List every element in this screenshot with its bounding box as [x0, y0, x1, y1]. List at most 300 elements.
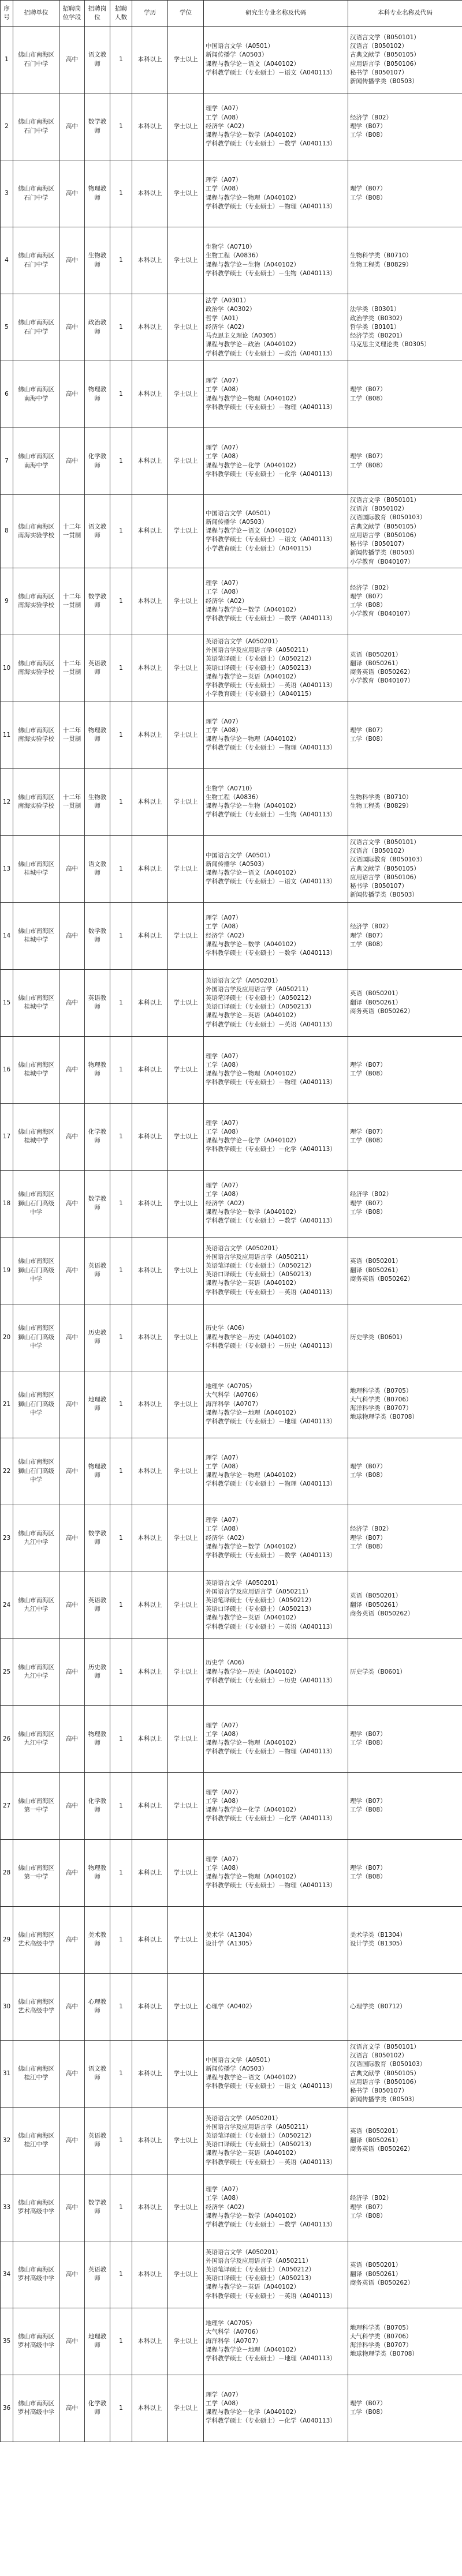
recruiting-unit: 佛山市南海区狮山石门高级中学	[13, 1237, 59, 1304]
degree-requirement: 学士以上	[168, 1973, 204, 2040]
degree-requirement: 学士以上	[168, 495, 204, 568]
major-entry: 英语（B050201）	[350, 1592, 402, 1600]
major-entry: 工学（A08）	[206, 114, 242, 121]
major-entry: 理学（B07）	[350, 1199, 386, 1207]
job-post: 语文教师	[85, 2040, 110, 2107]
major-entry: 翻译（B050261）	[350, 2136, 402, 2144]
major-entry: 生物工程（A0836）	[206, 794, 262, 801]
major-entry: 工学（B08）	[350, 1208, 386, 1216]
header-graduate-majors: 研究生专业名称及代码	[204, 1, 348, 27]
school-stage: 高中	[59, 1505, 85, 1572]
education-requirement: 本科以上	[132, 969, 168, 1036]
row-number: 10	[1, 635, 13, 702]
graduate-majors	[204, 1705, 348, 1772]
undergrad-majors	[348, 702, 462, 768]
recruit-count: 1	[110, 969, 132, 1036]
major-entry: 汉语国际教育（B050103）	[350, 514, 426, 522]
school-stage: 十二年一贯制	[59, 568, 85, 635]
job-post: 化学教师	[85, 1772, 110, 1839]
header-stage: 招聘岗位学段	[59, 1, 85, 27]
major-entry: 理学（A07）	[206, 1788, 242, 1796]
recruiting-unit: 佛山市南海区罗村高级中学	[13, 2174, 59, 2241]
major-entry: 海洋科学类（B0707）	[350, 1405, 412, 1412]
major-entry: 理学（B07）	[350, 185, 386, 193]
graduate-majors	[204, 294, 348, 361]
major-entry: 课程与教学论－物理（A040102）	[206, 1739, 300, 1747]
degree-requirement: 学士以上	[168, 2308, 204, 2375]
row-number: 5	[1, 294, 13, 361]
major-entry: 理学（A07）	[206, 1182, 242, 1190]
recruiting-unit: 佛山市南海区南海中学	[13, 428, 59, 495]
undergrad-majors	[348, 1772, 462, 1839]
major-entry: 学科教学硕士（专业硕士）－英语（A040113）	[206, 2292, 336, 2300]
major-entry: 工学（A08）	[206, 923, 242, 931]
recruit-count: 1	[110, 2308, 132, 2375]
major-entry: 理学（A07）	[206, 105, 242, 113]
graduate-majors	[204, 361, 348, 428]
recruit-count: 1	[110, 1772, 132, 1839]
education-requirement: 本科以上	[132, 2308, 168, 2375]
major-entry: 理学（B07）	[350, 2203, 386, 2211]
major-entry: 学科教学硕士（专业硕士）－化学（A040113）	[206, 1146, 336, 1153]
table-row	[1, 2040, 462, 2107]
degree-requirement: 学士以上	[168, 568, 204, 635]
recruiting-unit: 佛山市南海区石门中学	[13, 27, 59, 93]
major-entry: 英语笔译硕士（专业硕士）（A050212）	[206, 2266, 315, 2274]
major-entry: 英语口译硕士（专业硕士）（A050213）	[206, 2275, 315, 2282]
education-requirement: 本科以上	[132, 1839, 168, 1906]
recruiting-unit: 佛山市南海区第一中学	[13, 1772, 59, 1839]
undergrad-majors	[348, 227, 462, 294]
graduate-majors	[204, 1638, 348, 1705]
major-entry: 英语笔译硕士（专业硕士）（A050212）	[206, 655, 315, 663]
undergrad-majors	[348, 2308, 462, 2375]
row-number: 15	[1, 969, 13, 1036]
major-entry: 学科教学硕士（专业硕士）－语文（A040113）	[206, 2083, 336, 2090]
degree-requirement: 学士以上	[168, 2241, 204, 2308]
major-entry: 学科教学硕士（专业硕士）－语文（A040113）	[206, 878, 336, 886]
row-number: 18	[1, 1170, 13, 1237]
row-number: 4	[1, 227, 13, 294]
major-entry: 经济学（B02）	[350, 584, 393, 591]
major-entry: 学科教学硕士（专业硕士）－数学（A040113）	[206, 950, 336, 957]
recruit-count: 1	[110, 1237, 132, 1304]
education-requirement: 本科以上	[132, 1237, 168, 1304]
recruit-count: 1	[110, 27, 132, 93]
row-number: 22	[1, 1438, 13, 1505]
major-entry: 理学（A07）	[206, 1052, 242, 1060]
education-requirement: 本科以上	[132, 2375, 168, 2442]
major-entry: 大气科学类（B0706）	[350, 2333, 412, 2341]
major-entry: 英语口译硕士（专业硕士）（A050213）	[206, 1606, 315, 1613]
degree-requirement: 学士以上	[168, 1906, 204, 1973]
graduate-majors	[204, 902, 348, 969]
table-row	[1, 294, 462, 361]
degree-requirement: 学士以上	[168, 1638, 204, 1705]
table-row	[1, 93, 462, 160]
row-number: 23	[1, 1505, 13, 1572]
recruiting-unit: 佛山市南海区石门中学	[13, 160, 59, 227]
recruit-count: 1	[110, 160, 132, 227]
major-entry: 英语语言文学（A050201）	[206, 1579, 282, 1587]
education-requirement: 本科以上	[132, 1304, 168, 1371]
school-stage: 高中	[59, 1170, 85, 1237]
row-number: 16	[1, 1036, 13, 1103]
school-stage: 高中	[59, 1036, 85, 1103]
table-row	[1, 1772, 462, 1839]
undergrad-majors	[348, 1638, 462, 1705]
table-row	[1, 2241, 462, 2308]
major-entry: 学科教学硕士（专业硕士）－英语（A040113）	[206, 682, 336, 689]
school-stage: 高中	[59, 1705, 85, 1772]
undergrad-majors	[348, 768, 462, 835]
major-entry: 汉语言文学（B050101）	[350, 838, 420, 846]
major-entry: 课程与教学论－化学（A040102）	[206, 1806, 300, 1814]
major-entry: 学科教学硕士（专业硕士）－物理（A040113）	[206, 1480, 336, 1488]
row-number: 1	[1, 27, 13, 93]
undergrad-majors	[348, 294, 462, 361]
row-number: 33	[1, 2174, 13, 2241]
table-row	[1, 568, 462, 635]
table-row	[1, 2375, 462, 2442]
graduate-majors	[204, 1103, 348, 1170]
major-entry: 历史学类（B0601）	[350, 1668, 406, 1675]
school-stage: 高中	[59, 1638, 85, 1705]
row-number: 20	[1, 1304, 13, 1371]
major-entry: 生物科学类（B0710）	[350, 794, 412, 801]
job-post: 英语教师	[85, 2241, 110, 2308]
major-entry: 英语语言文学（A050201）	[206, 2248, 282, 2256]
school-stage: 高中	[59, 160, 85, 227]
graduate-majors	[204, 2040, 348, 2107]
undergrad-majors	[348, 1906, 462, 1973]
major-entry: 学科教学硕士（专业硕士）－数学（A040113）	[206, 615, 336, 623]
table-row	[1, 969, 462, 1036]
table-row	[1, 635, 462, 702]
graduate-majors	[204, 495, 348, 568]
undergrad-majors	[348, 568, 462, 635]
major-entry: 历史学（A06）	[206, 1659, 248, 1667]
major-entry: 课程与教学论－物理（A040102）	[206, 736, 300, 743]
row-number: 31	[1, 2040, 13, 2107]
school-stage: 高中	[59, 2107, 85, 2174]
recruiting-unit: 佛山市南海区南海实验学校	[13, 568, 59, 635]
education-requirement: 本科以上	[132, 27, 168, 93]
major-entry: 理学（A07）	[206, 377, 242, 385]
table-row	[1, 2308, 462, 2375]
degree-requirement: 学士以上	[168, 635, 204, 702]
recruiting-unit: 佛山市南海区石门中学	[13, 93, 59, 160]
school-stage: 高中	[59, 294, 85, 361]
degree-requirement: 学士以上	[168, 1170, 204, 1237]
major-entry: 工学（B08）	[350, 2409, 386, 2416]
major-entry: 新闻传播学（A0503）	[206, 2065, 268, 2073]
major-entry: 英语（B050201）	[350, 1258, 402, 1265]
job-post: 生物教师	[85, 227, 110, 294]
row-number: 30	[1, 1973, 13, 2040]
major-entry: 工学（A08）	[206, 2400, 242, 2408]
recruit-count: 1	[110, 635, 132, 702]
major-entry: 英语语言文学（A050201）	[206, 638, 282, 645]
job-post: 数学教师	[85, 2174, 110, 2241]
major-entry: 美术学类（B1304）	[350, 1932, 406, 1939]
major-entry: 理学（A07）	[206, 580, 242, 587]
major-entry: 课程与教学论－地理（A040102）	[206, 1409, 300, 1416]
major-entry: 秘书学（B050107）	[350, 883, 408, 890]
major-entry: 新闻传播学（A0503）	[206, 519, 268, 526]
major-entry: 理学（B07）	[350, 1062, 386, 1069]
major-entry: 学科教学硕士（专业硕士）－地理（A040113）	[206, 2355, 336, 2363]
row-number: 19	[1, 1237, 13, 1304]
degree-requirement: 学士以上	[168, 1839, 204, 1906]
education-requirement: 本科以上	[132, 428, 168, 495]
row-number: 21	[1, 1371, 13, 1438]
major-entry: 外国语言学及应用语言学（A050211）	[206, 2123, 312, 2131]
degree-requirement: 学士以上	[168, 361, 204, 428]
major-entry: 小学教育（B040107）	[350, 610, 414, 618]
graduate-majors	[204, 2375, 348, 2442]
major-entry: 学科教学硕士（专业硕士）－语文（A040113）	[206, 536, 336, 543]
row-number: 27	[1, 1772, 13, 1839]
major-entry: 理学（A07）	[206, 914, 242, 922]
education-requirement: 本科以上	[132, 702, 168, 768]
table-row	[1, 2107, 462, 2174]
job-post: 物理教师	[85, 1705, 110, 1772]
graduate-majors	[204, 2107, 348, 2174]
graduate-majors	[204, 1906, 348, 1973]
recruit-count: 1	[110, 902, 132, 969]
recruiting-unit: 佛山市南海区九江中学	[13, 1705, 59, 1772]
row-number: 8	[1, 495, 13, 568]
recruiting-unit: 佛山市南海区九江中学	[13, 1572, 59, 1638]
education-requirement: 本科以上	[132, 835, 168, 902]
major-entry: 马克思主义理论（A0305）	[206, 332, 280, 340]
education-requirement: 本科以上	[132, 2241, 168, 2308]
school-stage: 高中	[59, 1237, 85, 1304]
row-number: 17	[1, 1103, 13, 1170]
education-requirement: 本科以上	[132, 1705, 168, 1772]
major-entry: 工学（B08）	[350, 1873, 386, 1881]
major-entry: 课程与教学论－物理（A040102）	[206, 194, 300, 201]
major-entry: 秘书学（B050107）	[350, 2087, 408, 2095]
major-entry: 理学（B07）	[350, 1534, 386, 1542]
header-count: 招聘人数	[110, 1, 132, 27]
row-number: 25	[1, 1638, 13, 1705]
degree-requirement: 学士以上	[168, 428, 204, 495]
table-row	[1, 1505, 462, 1572]
undergrad-majors	[348, 1505, 462, 1572]
row-number: 11	[1, 702, 13, 768]
degree-requirement: 学士以上	[168, 27, 204, 93]
major-entry: 商务英语（B050262）	[350, 1007, 414, 1015]
major-entry: 工学（B08）	[350, 1543, 386, 1550]
undergrad-majors	[348, 1304, 462, 1371]
undergrad-majors	[348, 93, 462, 160]
major-entry: 工学（A08）	[206, 185, 242, 193]
school-stage: 高中	[59, 361, 85, 428]
recruiting-unit: 佛山市南海区南海实验学校	[13, 702, 59, 768]
major-entry: 地理科学类（B0705）	[350, 2324, 412, 2331]
major-entry: 课程与教学论－物理（A040102）	[206, 1873, 300, 1881]
recruit-count: 1	[110, 2174, 132, 2241]
job-post: 物理教师	[85, 1839, 110, 1906]
major-entry: 生物工程类（B0829）	[350, 261, 412, 268]
graduate-majors	[204, 2308, 348, 2375]
major-entry: 工学（B08）	[350, 736, 386, 743]
table-row	[1, 1705, 462, 1772]
major-entry: 英语笔译硕士（专业硕士）（A050212）	[206, 1262, 315, 1270]
recruit-count: 1	[110, 1438, 132, 1505]
recruit-count: 1	[110, 1103, 132, 1170]
row-number: 3	[1, 160, 13, 227]
recruit-count: 1	[110, 2107, 132, 2174]
undergrad-majors	[348, 2040, 462, 2107]
recruiting-unit: 佛山市南海区桂城中学	[13, 902, 59, 969]
row-number: 26	[1, 1705, 13, 1772]
education-requirement: 本科以上	[132, 1772, 168, 1839]
job-post: 心理教师	[85, 1973, 110, 2040]
school-stage: 十二年一贯制	[59, 635, 85, 702]
recruit-count: 1	[110, 768, 132, 835]
major-entry: 工学（B08）	[350, 2212, 386, 2219]
major-entry: 课程与教学论－数学（A040102）	[206, 1543, 300, 1550]
job-post: 英语教师	[85, 969, 110, 1036]
graduate-majors	[204, 969, 348, 1036]
job-post: 数学教师	[85, 902, 110, 969]
education-requirement: 本科以上	[132, 768, 168, 835]
major-entry: 设计学类（B1305）	[350, 1940, 406, 1948]
major-entry: 理学（B07）	[350, 1865, 386, 1872]
major-entry: 海洋科学（A0707）	[206, 2337, 262, 2345]
major-entry: 课程与教学论－语文（A040102）	[206, 527, 300, 535]
major-entry: 古典文献学（B050105）	[350, 865, 420, 872]
major-entry: 汉语言（B050102）	[350, 43, 408, 50]
graduate-majors	[204, 27, 348, 93]
degree-requirement: 学士以上	[168, 835, 204, 902]
recruiting-unit: 佛山市南海区狮山石门高级中学	[13, 1170, 59, 1237]
undergrad-majors	[348, 2107, 462, 2174]
graduate-majors	[204, 1438, 348, 1505]
recruit-count: 1	[110, 1839, 132, 1906]
major-entry: 经济学（A02）	[206, 2203, 248, 2211]
major-entry: 设计学（A1305）	[206, 1940, 256, 1948]
major-entry: 汉语言文学（B050101）	[350, 2043, 420, 2050]
table-row	[1, 1839, 462, 1906]
undergrad-majors	[348, 2375, 462, 2442]
graduate-majors	[204, 1170, 348, 1237]
major-entry: 新闻传播学（A0503）	[206, 51, 268, 59]
table-row	[1, 1638, 462, 1705]
recruit-count: 1	[110, 835, 132, 902]
major-entry: 翻译（B050261）	[350, 999, 402, 1006]
degree-requirement: 学士以上	[168, 1705, 204, 1772]
undergrad-majors	[348, 160, 462, 227]
major-entry: 理学（A07）	[206, 2391, 242, 2398]
table-row	[1, 1973, 462, 2040]
education-requirement: 本科以上	[132, 1505, 168, 1572]
graduate-majors	[204, 1237, 348, 1304]
school-stage: 十二年一贯制	[59, 768, 85, 835]
table-row	[1, 361, 462, 428]
major-entry: 课程与教学论－化学（A040102）	[206, 1137, 300, 1145]
table-row	[1, 1237, 462, 1304]
major-entry: 美术学（A1304）	[206, 1932, 256, 1939]
education-requirement: 本科以上	[132, 1572, 168, 1638]
major-entry: 生物学（A0710）	[206, 785, 256, 792]
table-row	[1, 1438, 462, 1505]
table-row	[1, 1170, 462, 1237]
major-entry: 经济学（B02）	[350, 1525, 393, 1533]
major-entry: 政治学类（B0302）	[350, 314, 406, 322]
recruiting-unit: 佛山市南海区九江中学	[13, 1505, 59, 1572]
education-requirement: 本科以上	[132, 2174, 168, 2241]
graduate-majors	[204, 568, 348, 635]
major-entry: 学科教学硕士（专业硕士）－数学（A040113）	[206, 1217, 336, 1225]
major-entry: 工学（A08）	[206, 453, 242, 460]
major-entry: 小学教育硕士（专业硕士）（A040115）	[206, 691, 315, 698]
recruit-count: 1	[110, 1304, 132, 1371]
recruiting-unit: 佛山市南海区罗村高级中学	[13, 2375, 59, 2442]
major-entry: 英语语言文学（A050201）	[206, 1244, 282, 1252]
row-number: 36	[1, 2375, 13, 2442]
education-requirement: 本科以上	[132, 635, 168, 702]
major-entry: 英语口译硕士（专业硕士）（A050213）	[206, 2141, 315, 2148]
header-degree: 学位	[168, 1, 204, 27]
school-stage: 高中	[59, 27, 85, 93]
undergrad-majors	[348, 1170, 462, 1237]
table-row	[1, 835, 462, 902]
graduate-majors	[204, 635, 348, 702]
major-entry: 学科教学硕士（专业硕士）－历史（A040113）	[206, 1677, 336, 1684]
major-entry: 中国语言文学（A0501）	[206, 43, 274, 50]
major-entry: 法学类（B0301）	[350, 306, 400, 313]
major-entry: 理学（B07）	[350, 122, 386, 130]
undergrad-majors	[348, 27, 462, 93]
major-entry: 学科教学硕士（专业硕士）－物理（A040113）	[206, 1882, 336, 1889]
graduate-majors	[204, 1973, 348, 2040]
undergrad-majors	[348, 902, 462, 969]
major-entry: 工学（A08）	[206, 1798, 242, 1805]
major-entry: 英语（B050201）	[350, 651, 402, 658]
degree-requirement: 学士以上	[168, 1505, 204, 1572]
recruit-count: 1	[110, 1371, 132, 1438]
major-entry: 工学（A08）	[206, 1062, 242, 1069]
undergrad-majors	[348, 1839, 462, 1906]
job-post: 化学教师	[85, 1103, 110, 1170]
major-entry: 翻译（B050261）	[350, 1601, 402, 1608]
major-entry: 经济学（B02）	[350, 923, 393, 931]
job-post: 英语教师	[85, 635, 110, 702]
education-requirement: 本科以上	[132, 1906, 168, 1973]
major-entry: 应用语言学（B050106）	[350, 60, 420, 68]
major-entry: 工学（B08）	[350, 1739, 386, 1747]
major-entry: 历史学（A06）	[206, 1325, 248, 1332]
major-entry: 生物工程类（B0829）	[350, 803, 412, 810]
major-entry: 课程与教学论－数学（A040102）	[206, 2212, 300, 2219]
education-requirement: 本科以上	[132, 361, 168, 428]
header-no: 序号	[1, 1, 13, 27]
degree-requirement: 学士以上	[168, 1572, 204, 1638]
major-entry: 学科教学硕士（专业硕士）－地理（A040113）	[206, 1418, 336, 1426]
graduate-majors	[204, 2241, 348, 2308]
major-entry: 课程与教学论－英语（A040102）	[206, 2150, 300, 2157]
major-entry: 课程与教学论－英语（A040102）	[206, 1280, 300, 1287]
undergrad-majors	[348, 969, 462, 1036]
major-entry: 商务英语（B050262）	[350, 1275, 414, 1283]
education-requirement: 本科以上	[132, 2107, 168, 2174]
major-entry: 海洋科学（A0707）	[206, 1400, 262, 1408]
job-post: 化学教师	[85, 2375, 110, 2442]
